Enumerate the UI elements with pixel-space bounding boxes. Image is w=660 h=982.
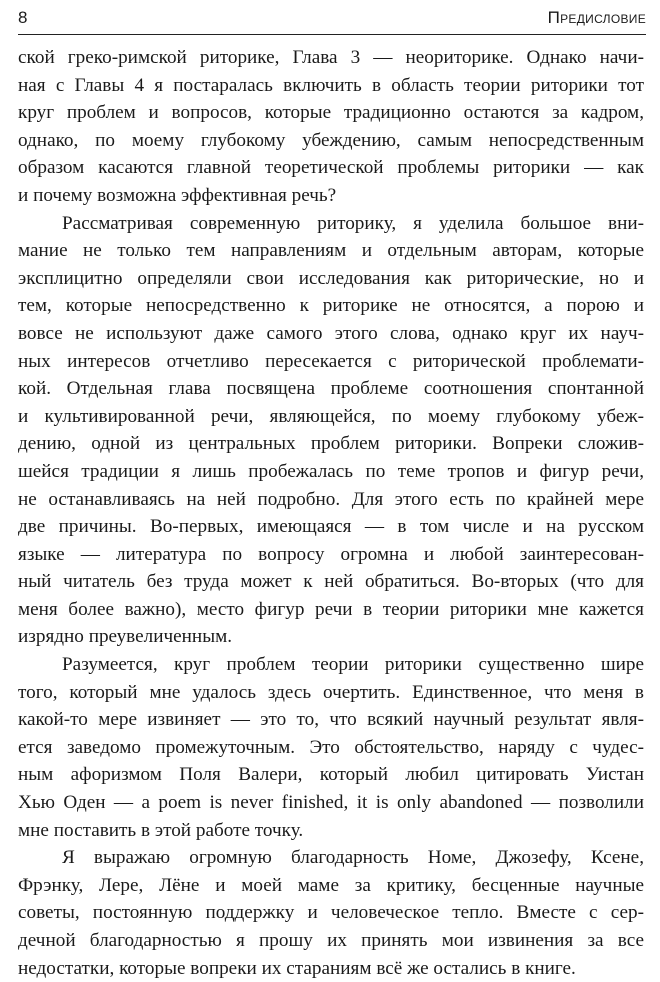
- page-header: [18, 8, 646, 35]
- text-line: дечной благодарностью я прошу их принять мои извинения за все: [18, 930, 644, 951]
- text-line: не останавливаясь на ней подробно. Для этого есть по крайней мере: [18, 488, 644, 510]
- text-line: Хью Оден — a poem is never finished, it is only abandoned — позволили: [18, 792, 644, 814]
- text-line: и культивированной речи, являющейся, по моему глубокому убеж-: [18, 405, 644, 427]
- text-line: меня более важно), место фигур речи в теории риторики мне кажется: [18, 598, 644, 620]
- body-text: [18, 44, 644, 982]
- text-line: Фрэнку, Лере, Лёне и моей маме за критику, бесценные научные: [18, 874, 644, 896]
- text-line: ется заведомо промежуточным. Это обстоятельство, наряду с чудес-: [18, 736, 644, 758]
- paragraph-2: [18, 210, 644, 652]
- text-line: ная с Главы 4 я постаралась включить в область теории риторики тот: [18, 74, 644, 96]
- text-line: образом касаются главной теоретической проблемы риторики — как: [18, 157, 644, 179]
- text-line: Разумеется, круг проблем теории риторики существенно шире: [62, 654, 644, 676]
- text-line: кой. Отдельная глава посвящена проблеме соотношения спонтанной: [18, 378, 644, 400]
- text-line: и почему возможна эффективная речь?: [18, 184, 337, 206]
- text-line: изрядно преувеличенным.: [18, 626, 233, 648]
- page-number: 8: [18, 8, 28, 27]
- text-line: Я выражаю огромную благодарность Номе, Джозефу, Ксене,: [62, 847, 644, 869]
- text-line: ных интересов отчетливо пересекается с риторической проблемати-: [18, 350, 644, 372]
- text-line: тем, которые непосредственно к риторике не относятся, а порою и: [18, 295, 644, 317]
- paragraph-4: [18, 844, 644, 982]
- text-line: ный читатель без труда может к ней обратиться. Во-вторых (что для: [18, 571, 644, 593]
- text-line: недостатки, которые вопреки их стараниям всё же остались в книге.: [18, 957, 576, 979]
- text-line: круг проблем и вопросов, которые традиционно остаются за кадром,: [18, 102, 644, 124]
- text-line: однако, по моему глубокому убеждению, самым непосредственным: [18, 129, 644, 151]
- text-line: языке — литература по вопросу огромна и любой заинтересован-: [18, 543, 644, 565]
- text-line: ным афоризмом Поля Валери, который любил цитировать Уистан: [18, 764, 644, 786]
- running-head: Предисловие: [547, 8, 646, 27]
- text-line: советы, постоянную поддержку и человеческое тепло. Вместе с сер-: [18, 902, 644, 924]
- text-line: ской греко-римской риторике, Глава 3 — неориторике. Однако начи-: [18, 47, 644, 68]
- text-line: Рассматривая современную риторику, я уделила большое вни-: [62, 212, 644, 234]
- text-line: мне поставить в этой работе точку.: [18, 819, 304, 841]
- text-line: того, который мне удалось здесь очертить. Единственное, что меня в: [18, 681, 644, 703]
- text-line: эксплицитно определяли свои исследования как риторические, но и: [18, 267, 644, 289]
- text-line: дению, одной из центральных проблем риторики. Вопреки сложив-: [18, 433, 644, 455]
- text-line: две причины. Во-первых, имеющаяся — в том числе и на русском: [18, 516, 644, 538]
- text-line: вовсе не используют даже самого этого слова, однако круг их науч-: [18, 322, 644, 344]
- paragraph-1: [18, 44, 644, 210]
- text-line: шейся традиции я лишь пробежалась по теме тропов и фигур речи,: [18, 460, 644, 482]
- text-line: мание не только тем направлениям и отдельным авторам, которые: [18, 240, 644, 262]
- paragraph-3: [18, 651, 644, 844]
- text-line: какой-то мере извиняет — это то, что всякий научный результат явля-: [18, 709, 644, 731]
